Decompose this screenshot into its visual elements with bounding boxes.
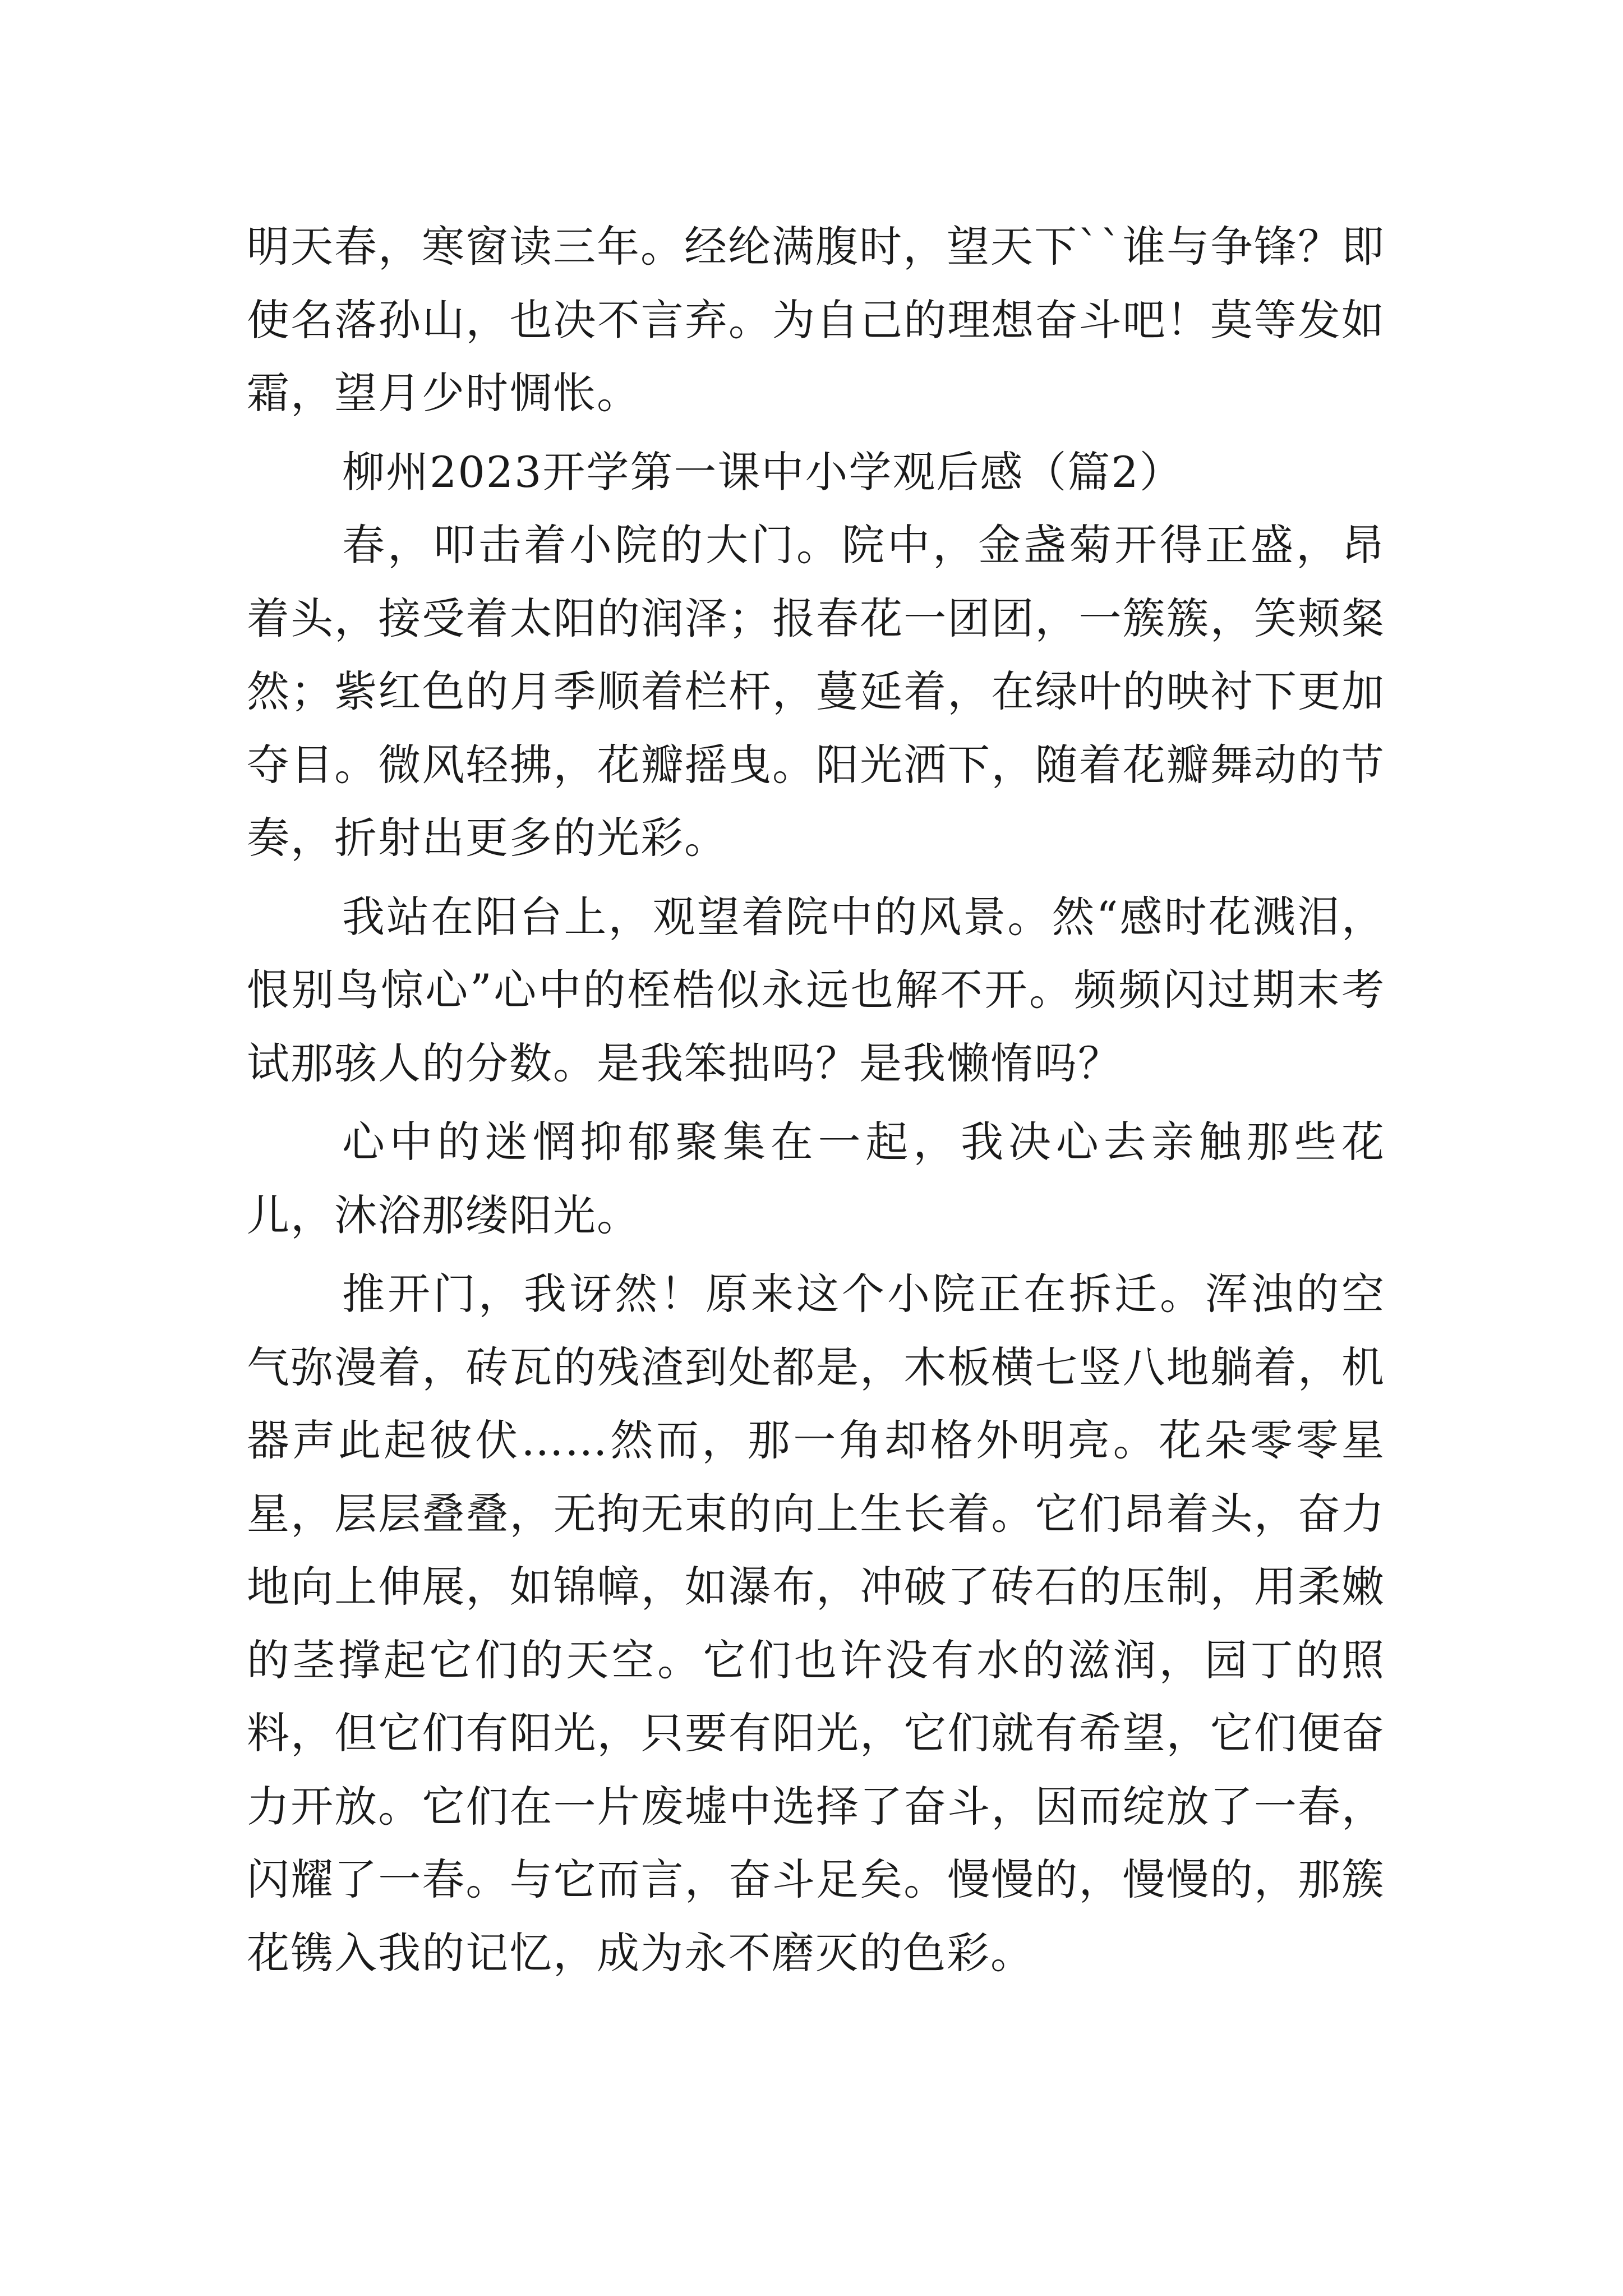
section-heading: 柳州2023开学第一课中小学观后感（篇2） bbox=[342, 447, 1183, 497]
paragraph-balcony: 我站在阳台上，观望着院中的风景。然“感时花溅泪，恨别鸟惊心”心中的桎梏似永远也解不开。频频闪过期末考试那骇人的分数。是我笨拙吗？是我懒惰吗？ bbox=[247, 891, 1385, 1088]
paragraph-courtyard: 推开门，我讶然！原来这个小院正在拆迁。浑浊的空气弥漫着，砖瓦的残渣到处都是，木板横七竖八地躺着，机器声此起彼伏……然而，那一角却格外明亮。花朵零零星星，层层叠叠，无拘无束的向上生长着。它们昂着头，奋力地向上伸展，如锦幛，如瀑布，冲破了砖石的压制，用柔嫩的茎撑起它们的天空。它们也许没有水的滋润，园丁的照料，但它们有阳光，只要有阳光，它们就有希望，它们便奋力开放。它们在一片废墟中选择了奋斗，因而绽放了一春，闪耀了一春。与它而言，奋斗足矣。慢慢的，慢慢的，那簇花镌入我的记忆，成为永不磨灭的色彩。 bbox=[247, 1269, 1385, 1978]
paragraph-resolve: 心中的迷惘抑郁聚集在一起，我决心去亲触那些花儿，沐浴那缕阳光。 bbox=[247, 1117, 1385, 1240]
intro-paragraph: 明天春，寒窗读三年。经纶满腹时，望天下``谁与争锋？即使名落孙山，也决不言弃。为自己的理想奋斗吧！莫等发如霜，望月少时惆怅。 bbox=[247, 222, 1385, 418]
paragraph-spring: 春，叩击着小院的大门。院中，金盏菊开得正盛，昂着头，接受着太阳的润泽；报春花一团团，一簇簇，笑颊粲然；紫红色的月季顺着栏杆，蔓延着，在绿叶的映衬下更加夺目。微风轻拂，花瓣摇曳。阳光洒下，随着花瓣舞动的节奏，折射出更多的光彩。 bbox=[247, 520, 1385, 863]
document-body bbox=[247, 210, 1385, 1995]
